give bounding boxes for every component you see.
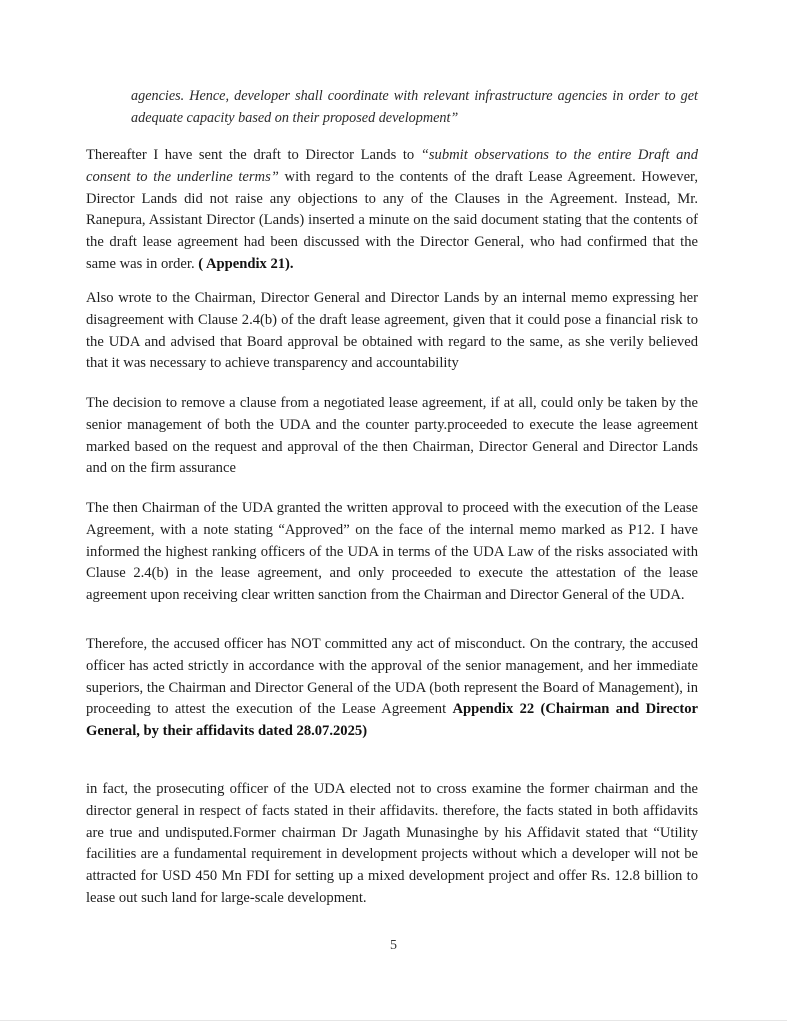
- appendix-reference: Appendix 22 (Chairman and Director General, by their affidavits dated 28.07.2025): [86, 701, 698, 740]
- page-bottom-edge: [0, 1020, 787, 1021]
- paragraph-no-misconduct: [86, 634, 698, 743]
- quote-continuation: agencies. Hence, developer shall coordinate with relevant infrastructure agencies in order to get adequate capacity based on their proposed development”: [131, 88, 698, 126]
- paragraph-director-lands: [86, 145, 698, 276]
- paragraph-affidavits: in fact, the prosecuting officer of the UDA elected not to cross examine the former chairman and the director general in respect of facts stated in their affidavits. therefore, the facts stated in both affidavits are true and undisputed.Former chairman Dr Jagath Munasinghe by his Affidavit stated that “Utility facilities are a fundamental requirement in development projects without which a developer will not be attracted for USD 450 Mn FDI for setting up a mixed development project and offer Rs. 12.8 billion to lease out such land for large-scale development.: [86, 781, 698, 906]
- paragraph-internal-memo: Also wrote to the Chairman, Director General and Director Lands by an internal memo expressing her disagreement with Clause 2.4(b) of the draft lease agreement, given that it could pose a financial risk to the UDA and advised that Board approval be obtained with regard to the same, as she verily believed that it was necessary to achieve transparency and accountability: [86, 290, 698, 372]
- paragraph-chairman-approval: The then Chairman of the UDA granted the written approval to proceed with the execution of the Lease Agreement, with a note stating “Approved” on the face of the internal memo marked as P12. I have informed the highest ranking officers of the UDA in terms of the UDA Law of the risks associated with Clause 2.4(b) in the lease agreement, and only proceeded to execute the attestation of the lease agreement upon receiving clear written sanction from the Chairman and Director General of the UDA.: [86, 500, 698, 604]
- paragraph-text: Therefore, the accused officer has NOT committed any act of misconduct. On the contrary, the accused officer has acted strictly in accordance with the approval of the senior management, and her immediate superiors, the Chairman and Director General of the UDA (both represent the Board of Management), in proceeding to attest the execution of the Lease Agreement: [86, 636, 698, 718]
- paragraph-decision: The decision to remove a clause from a negotiated lease agreement, if at all, could only be taken by the senior management of both the UDA and the counter party.proceeded to execute the lease agreement marked based on the request and approval of the then Chairman, Director General and Director Lands and on the firm assurance: [86, 395, 698, 477]
- appendix-reference: ( Appendix 21).: [198, 255, 294, 272]
- paragraph-text: Thereafter I have sent the draft to Director Lands to: [86, 147, 421, 163]
- page-number: 5: [390, 938, 397, 953]
- quoted-instruction: “submit observations to the entire Draft and consent to the underline terms”: [86, 147, 698, 185]
- paragraph-text: with regard to the contents of the draft Lease Agreement. However, Director Lands did not raise any objections to any of the Clauses in the Agreement. Instead, Mr. Ranepura, Assistant Director (Lands) inserted a minute on the said document stating that the contents of the draft lease agreement had been discussed with the Director General, who had confirmed that the same was in order.: [86, 168, 698, 272]
